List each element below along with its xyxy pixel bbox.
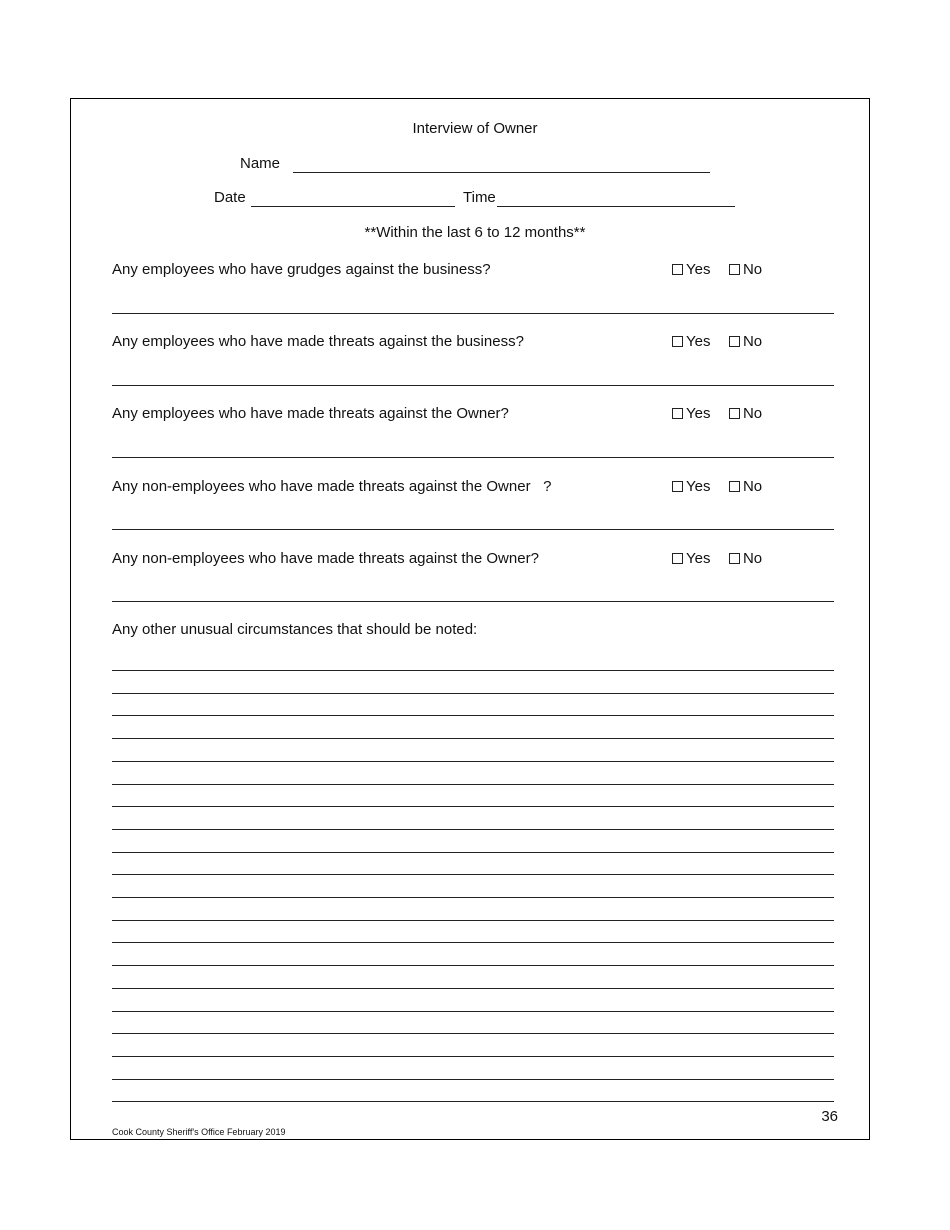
checkbox-icon[interactable]: [672, 408, 683, 419]
checkbox-icon[interactable]: [729, 336, 740, 347]
name-field[interactable]: [293, 172, 710, 173]
question-1-choices: [672, 261, 762, 280]
question-3-no-option[interactable]: No: [729, 405, 762, 422]
question-4-answer-line[interactable]: [112, 529, 834, 530]
question-4-choices: [672, 478, 762, 497]
time-field[interactable]: [497, 206, 735, 207]
question-5-answer-line[interactable]: [112, 601, 834, 602]
notes-line[interactable]: [112, 1033, 834, 1034]
question-4-yes-option[interactable]: Yes: [672, 478, 710, 495]
notes-line[interactable]: [112, 874, 834, 875]
notes-line[interactable]: [112, 806, 834, 807]
period-note: **Within the last 6 to 12 months**: [364, 224, 586, 241]
notes-line[interactable]: [112, 738, 834, 739]
checkbox-icon[interactable]: [729, 481, 740, 492]
date-label: Date: [214, 189, 246, 206]
notes-line[interactable]: [112, 829, 834, 830]
notes-line[interactable]: [112, 988, 834, 989]
notes-line[interactable]: [112, 942, 834, 943]
question-3-choices: [672, 405, 762, 424]
notes-line[interactable]: [112, 693, 834, 694]
notes-line[interactable]: [112, 852, 834, 853]
page-number: 36: [821, 1108, 838, 1125]
checkbox-icon[interactable]: [672, 553, 683, 564]
notes-line[interactable]: [112, 897, 834, 898]
checkbox-icon[interactable]: [729, 408, 740, 419]
question-2-text: Any employees who have made threats against the business?: [112, 333, 524, 350]
checkbox-icon[interactable]: [672, 481, 683, 492]
question-5-choices: [672, 550, 762, 569]
notes-line[interactable]: [112, 920, 834, 921]
question-2-answer-line[interactable]: [112, 385, 834, 386]
time-label: Time: [463, 189, 496, 206]
notes-line[interactable]: [112, 1056, 834, 1057]
question-3-answer-line[interactable]: [112, 457, 834, 458]
footer-credit: Cook County Sheriff's Office February 2019: [112, 1127, 286, 1137]
checkbox-icon[interactable]: [672, 264, 683, 275]
other-circumstances-label: Any other unusual circumstances that should be noted:: [112, 621, 478, 638]
notes-line[interactable]: [112, 1079, 834, 1080]
question-1-text: Any employees who have grudges against the business?: [112, 261, 491, 278]
notes-line[interactable]: [112, 715, 834, 716]
question-4-no-option[interactable]: No: [729, 478, 762, 495]
question-4-text: Any non-employees who have made threats against the Owner ?: [112, 478, 552, 495]
checkbox-icon[interactable]: [729, 264, 740, 275]
name-label: Name: [240, 155, 281, 172]
form-border: [70, 98, 870, 1140]
notes-line[interactable]: [112, 670, 834, 671]
notes-line[interactable]: [112, 1101, 834, 1102]
checkbox-icon[interactable]: [672, 336, 683, 347]
notes-line[interactable]: [112, 1011, 834, 1012]
question-5-text: Any non-employees who have made threats against the Owner?: [112, 550, 539, 567]
question-1-yes-option[interactable]: Yes: [672, 261, 710, 278]
question-2-choices: [672, 333, 762, 352]
question-3-yes-option[interactable]: Yes: [672, 405, 710, 422]
form-title: Interview of Owner: [412, 120, 538, 137]
date-field[interactable]: [251, 206, 455, 207]
notes-line[interactable]: [112, 761, 834, 762]
question-1-answer-line[interactable]: [112, 313, 834, 314]
question-1-no-option[interactable]: No: [729, 261, 762, 278]
notes-line[interactable]: [112, 784, 834, 785]
checkbox-icon[interactable]: [729, 553, 740, 564]
question-2-yes-option[interactable]: Yes: [672, 333, 710, 350]
question-2-no-option[interactable]: No: [729, 333, 762, 350]
question-5-yes-option[interactable]: Yes: [672, 550, 710, 567]
question-3-text: Any employees who have made threats against the Owner?: [112, 405, 509, 422]
question-5-no-option[interactable]: No: [729, 550, 762, 567]
notes-line[interactable]: [112, 965, 834, 966]
